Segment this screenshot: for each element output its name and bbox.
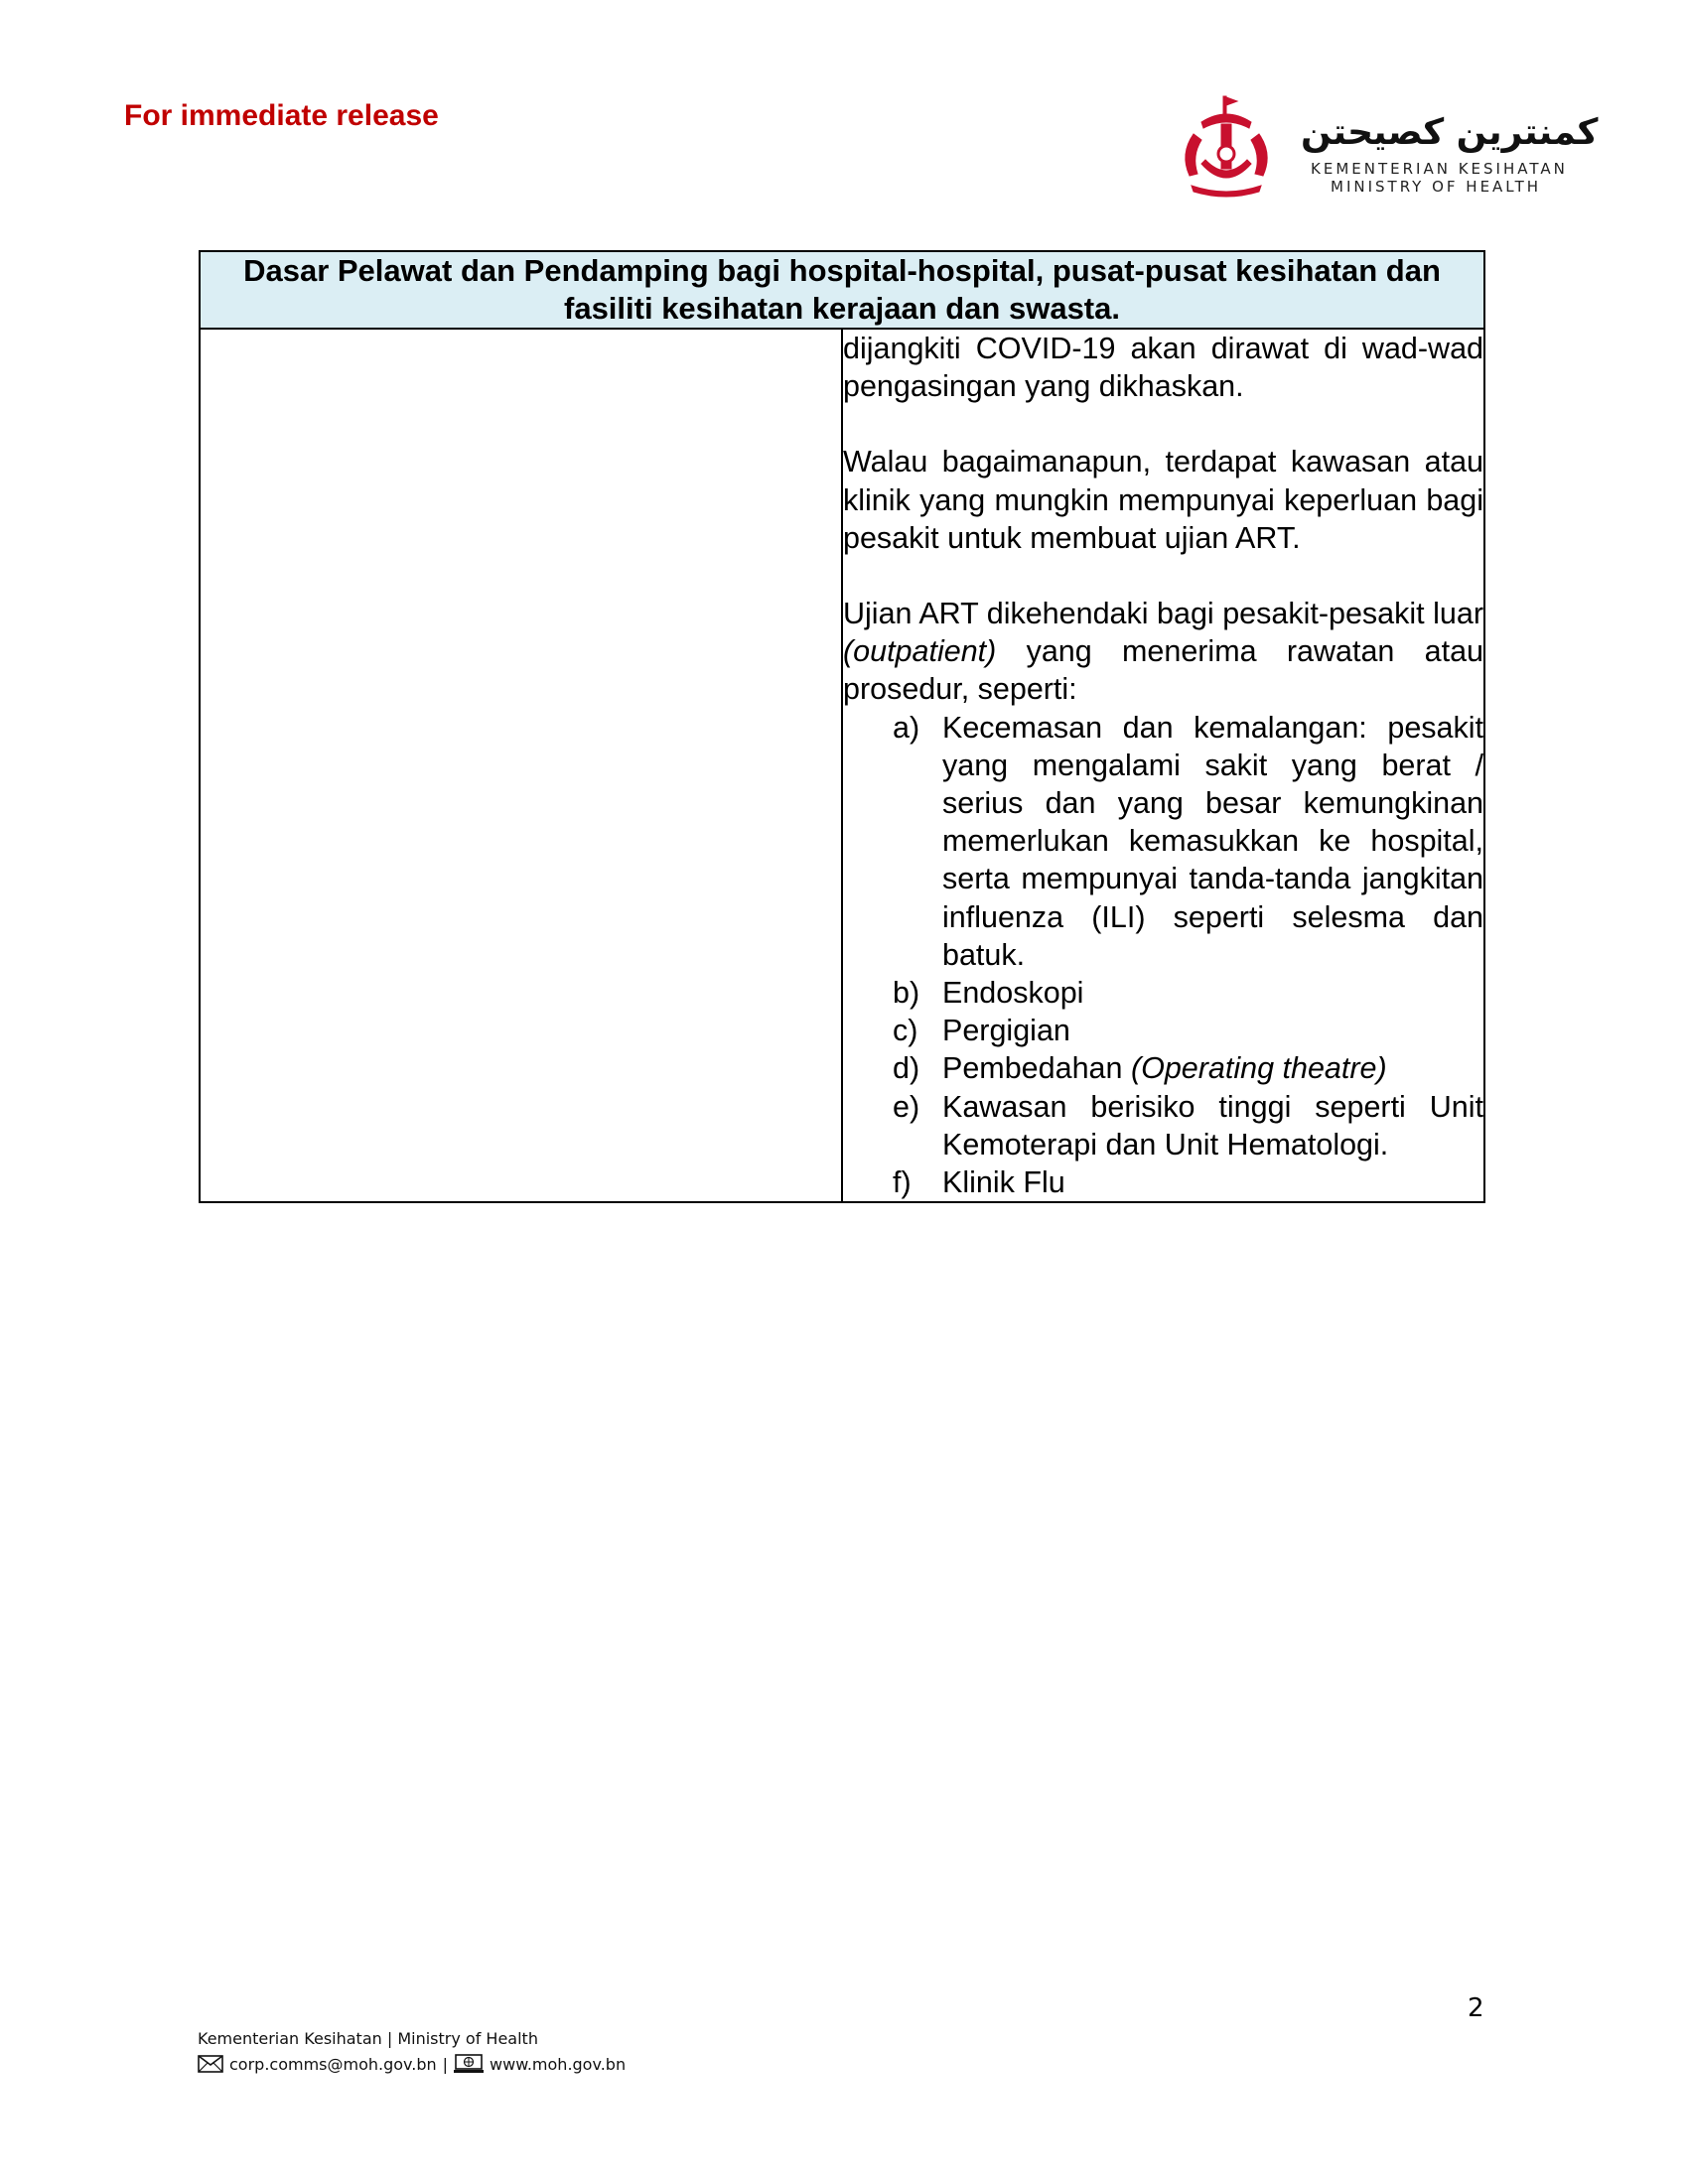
list-item-text: Kawasan berisiko tinggi seperti Unit Kemoterapi dan Unit Hematologi.: [942, 1089, 1483, 1161]
ministry-jawi-name: كمنترين كصيحتن: [1301, 112, 1599, 153]
list-item: [893, 1012, 1483, 1049]
ministry-logo: [1172, 94, 1599, 204]
footer-separator: |: [442, 2054, 449, 2074]
paragraph-art-requirement: Walau bagaimanapun, terdapat kawasan atau klinik yang mungkin mempunyai keperluan bagi pesakit untuk membuat ujian ART.: [843, 445, 1483, 555]
brunei-crest-icon: [1172, 94, 1281, 204]
paragraph-isolation-wards: dijangkiti COVID-19 akan dirawat di wad-wad pengasingan yang dikhaskan.: [843, 332, 1483, 404]
footer-website[interactable]: www.moh.gov.bn: [490, 2054, 627, 2074]
policy-table-title: Dasar Pelawat dan Pendamping bagi hospital-hospital, pusat-pusat kesihatan dan fasiliti kesihatan kerajaan dan swasta.: [200, 251, 1484, 329]
paragraph-outpatient-start: Ujian ART dikehendaki bagi pesakit-pesakit luar: [843, 597, 1483, 631]
list-item-marker: d): [893, 1051, 920, 1086]
list-item-text: Kecemasan dan kemalangan: pesakit yang mengalami sakit yang berat / serius dan yang besar kemungkinan memerlukan kemasukkan ke hospital, serta mempunyai tanda-tanda jangkitan influenza (ILI) seperti selesma dan batuk.: [942, 710, 1483, 972]
list-item: [893, 1049, 1483, 1087]
footer-organization: Kementerian Kesihatan | Ministry of Health: [198, 2029, 538, 2048]
list-item-marker: b): [893, 976, 920, 1011]
footer-contact: [198, 2054, 626, 2074]
outpatient-italic: (outpatient): [843, 634, 997, 669]
ministry-malay-name: KEMENTERIAN KESIHATAN: [1311, 160, 1568, 178]
list-item-text: Klinik Flu: [942, 1165, 1065, 1200]
footer-email[interactable]: corp.comms@moh.gov.bn: [229, 2054, 437, 2074]
policy-table-left-cell: [200, 329, 842, 1202]
policy-table: [199, 250, 1485, 1203]
paragraph-outpatient-end: yang menerima rawatan atau prosedur, seperti:: [843, 634, 1483, 707]
list-item-italic: (Operating theatre): [1130, 1051, 1387, 1086]
ministry-english-name: MINISTRY OF HEALTH: [1331, 178, 1542, 196]
list-item-text: Endoskopi: [942, 976, 1084, 1011]
list-item: [893, 1088, 1483, 1163]
list-item: [893, 974, 1483, 1012]
list-item-text: Pergigian: [942, 1014, 1070, 1048]
procedure-list: [843, 709, 1483, 1202]
page-number: 2: [1468, 1993, 1484, 2023]
list-item-text: Pembedahan: [942, 1051, 1131, 1086]
list-item: [893, 709, 1483, 974]
list-item-marker: f): [893, 1165, 912, 1200]
list-item-marker: a): [893, 710, 920, 745]
list-item-marker: c): [893, 1014, 918, 1048]
list-item: [893, 1163, 1483, 1201]
footer: [198, 2029, 626, 2074]
envelope-icon: [198, 2055, 223, 2073]
list-item-marker: e): [893, 1089, 920, 1124]
policy-table-content-cell: [842, 329, 1484, 1202]
release-label: For immediate release: [124, 99, 439, 132]
globe-monitor-icon: [454, 2054, 484, 2074]
paragraph-outpatient: [843, 595, 1483, 709]
